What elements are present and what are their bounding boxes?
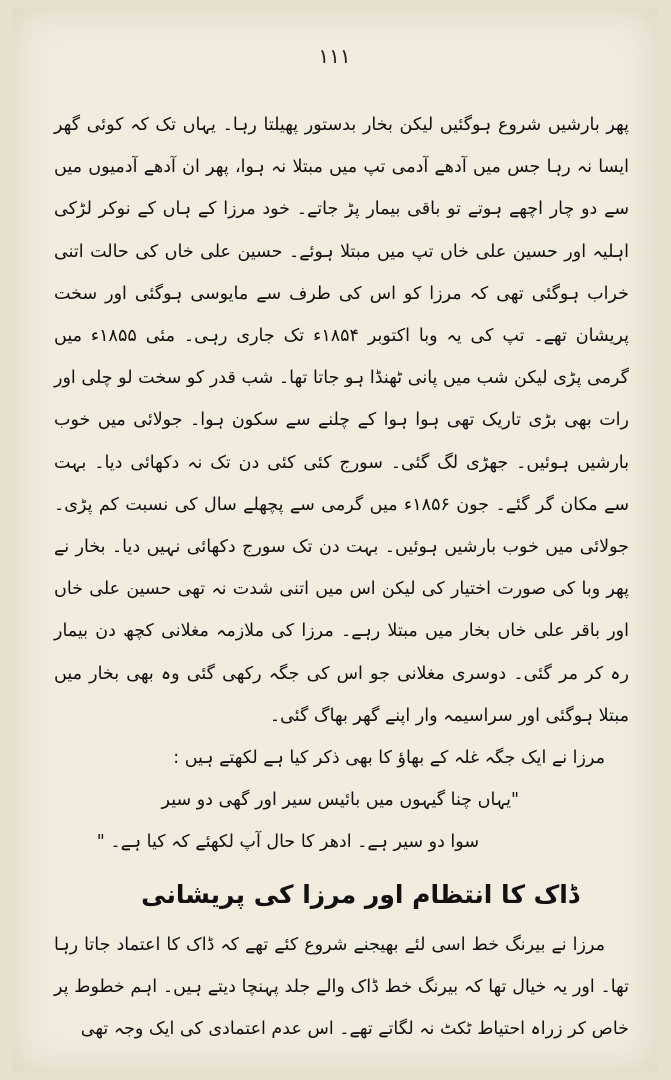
quote-line-2: سوا دو سیر ہے۔ ادھر کا حال آپ لکھئے کہ کیا ہے۔ " [96, 832, 479, 853]
paragraph-1: پھر بارشیں شروع ہوگئیں لیکن بخار بدستور پھیلتا رہا۔ یہاں تک کہ کوئی گھر ایسا نہ رہا جس میں آدھے آدمی تپ میں مبتلا نہ ہوا، پھر ان آدھے آدمیوں میں سے دو چار اچھے ہوتے تو باقی بیمار پڑ جاتے۔ خود مرزا کے ہاں کے نوکر لڑکی اہلیہ اور حسین علی خاں تپ میں مبتلا ہوئے۔ حسین علی خاں کی حالت اتنی خراب ہوگئی تھی کہ مرزا کو اس کی طرف سے مایوسی ہوگئی اور سخت پریشان تھے۔ تپ کی یہ وبا اکتوبر ۱۸۵۴ء تک جاری رہی۔ مئی ۱۸۵۵ء میں گرمی پڑی لیکن شب میں پانی ٹھنڈا ہو جاتا تھا۔ شب قدر کو سخت لو چلی اور رات بھی بڑی تاریک تھی ہوا ہوا کے چلنے سے سکون ہوا۔ جولائی میں خوب بارشیں ہوئیں۔ جھڑی لگ گئی۔ سورج کئی کئی دن تک نہ دکھائی دیا۔ بہت سے مکان گر گئے۔ جون ۱۸۵۶ء میں گرمی سے پچھلے سال کی نسبت کم پڑی۔ جولائی میں خوب بارشیں ہوئیں۔ بہت دن تک سورج دکھائی نہیں دیا۔ بخار نے پھر وبا کی صورت اختیار کی لیکن اس میں اتنی شدت نہ تھی حسین علی خاں اور باقر علی خاں بخار میں مبتلا رہے۔ مرزا کی ملازمہ مغلانی کچھ دن بیمار رہ کر مر گئی۔ دوسری مغلانی جو اس کی جگہ رکھی گئی وہ بھی بخار میں مبتلا ہوگئی اور سراسیمہ وار اپنے گھر بھاگ گئی۔ [54, 115, 629, 726]
book-page [12, 8, 657, 1072]
quote-line-1: "یہاں چنا گیہوں میں بائیس سیر اور گھی دو سیر [161, 790, 519, 811]
page-body [54, 104, 629, 1050]
quote-intro: مرزا نے ایک جگہ غلہ کے بھاؤ کا بھی ذکر کیا ہے لکھتے ہیں : [173, 748, 605, 769]
page-number: ١١١ [318, 44, 351, 68]
section-heading: ڈاک کا انتظام اور مرزا کی پریشانی [141, 879, 579, 909]
paragraph-2: مرزا نے بیرنگ خط اسی لئے بھیجنے شروع کئے تھے کہ ڈاک کا اعتماد جاتا رہا تھا۔ اور یہ خیال تھا کہ بیرنگ خط ڈاک والے جلد پہنچا دیتے ہیں۔ اہم خطوط پر خاص کر زراہ احتیاط ٹکٹ نہ لگاتے تھے۔ اس عدم اعتمادی کی ایک وجہ تھی [54, 934, 629, 1040]
